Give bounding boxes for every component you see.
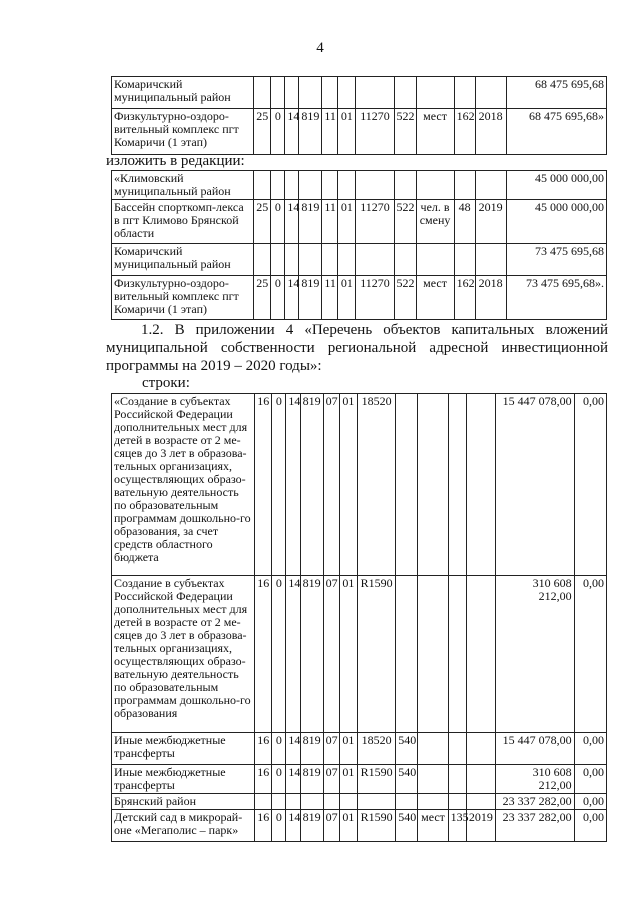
code-cell: 16 (255, 765, 272, 794)
code-cell (323, 794, 339, 810)
amount-cell-2: 0,00 (574, 794, 606, 810)
code-cell: 522 (394, 200, 416, 244)
code-cell: 819 (299, 276, 322, 320)
code-cell (356, 77, 394, 109)
code-cell: 14 (286, 765, 300, 794)
code-cell: 07 (323, 394, 339, 576)
object-name: Создание в субъектах Российской Федерации дополнительных мест для детей в возрасте от 2 ме-сяцев до 3 лет в образова-тельных организациях, осуществляющих образо-вательную деятельность по образовательным программам дошкольно-го образования (112, 576, 255, 733)
code-cell: 25 (254, 109, 271, 155)
code-cell: 522 (394, 109, 416, 155)
object-name: Иные межбюджетные трансферты (112, 733, 255, 765)
code-cell: 14 (285, 109, 299, 155)
code-cell (322, 77, 338, 109)
code-cell: 11 (322, 200, 338, 244)
code-cell (396, 794, 418, 810)
object-name: Иные межбюджетные трансферты (112, 765, 255, 794)
code-cell (394, 244, 416, 276)
code-cell (338, 244, 356, 276)
year-cell (466, 394, 495, 576)
unit-cell (418, 765, 448, 794)
amount-cell: 15 447 078,00 (496, 733, 575, 765)
amount-cell: 68 475 695,68» (506, 109, 606, 155)
amount-cell: 23 337 282,00 (496, 794, 575, 810)
capacity-cell: 162 (454, 276, 475, 320)
code-cell: 16 (255, 733, 272, 765)
table-investment-program (111, 393, 607, 842)
object-name: «Климовский муниципальный район (112, 171, 254, 200)
code-cell: 01 (338, 200, 356, 244)
code-cell (299, 171, 322, 200)
code-cell (255, 794, 272, 810)
code-cell: 14 (285, 200, 299, 244)
code-cell (338, 171, 356, 200)
capacity-cell: 162 (454, 109, 475, 155)
capacity-cell (454, 171, 475, 200)
page-number: 4 (316, 40, 324, 56)
code-cell: 0 (272, 810, 286, 842)
code-cell: 18520 (357, 733, 395, 765)
code-cell: 16 (255, 810, 272, 842)
unit-cell (416, 77, 454, 109)
table-row (112, 394, 607, 576)
amount-cell-2: 0,00 (574, 810, 606, 842)
code-cell: 11270 (356, 109, 394, 155)
unit-cell: мест (416, 276, 454, 320)
table-row (112, 77, 607, 109)
object-name: Детский сад в микрорай-оне «Мегаполис – парк» (112, 810, 255, 842)
unit-cell (418, 794, 448, 810)
code-cell: 14 (286, 733, 300, 765)
code-cell: R1590 (357, 765, 395, 794)
object-name: Бассейн спорткомп-лекса в пгт Климово Брянской области (112, 200, 254, 244)
code-cell (394, 77, 416, 109)
amount-cell: 73 475 695,68 (506, 244, 606, 276)
code-cell (254, 171, 271, 200)
code-cell: 819 (300, 765, 323, 794)
capacity-cell: 48 (454, 200, 475, 244)
code-cell: 540 (396, 765, 418, 794)
capacity-cell: 135 (448, 810, 466, 842)
table-row (112, 200, 607, 244)
amount-cell: 68 475 695,68 (506, 77, 606, 109)
code-cell (272, 794, 286, 810)
year-cell: 2019 (475, 200, 506, 244)
year-cell (466, 576, 495, 733)
code-cell: 819 (300, 576, 323, 733)
capacity-cell (448, 394, 466, 576)
code-cell: 11270 (356, 276, 394, 320)
code-cell: 25 (254, 200, 271, 244)
code-cell: 819 (299, 109, 322, 155)
amount-cell: 23 337 282,00 (496, 810, 575, 842)
code-cell: 0 (271, 200, 285, 244)
amount-cell-2: 0,00 (574, 394, 606, 576)
code-cell: 01 (339, 765, 357, 794)
rows-label: строки: (142, 375, 190, 391)
code-cell: 01 (339, 810, 357, 842)
code-cell: 25 (254, 276, 271, 320)
code-cell (357, 794, 395, 810)
year-cell (475, 171, 506, 200)
code-cell (356, 171, 394, 200)
code-cell: 07 (323, 765, 339, 794)
code-cell (285, 77, 299, 109)
amount-cell: 73 475 695,68». (506, 276, 606, 320)
table-row (112, 109, 607, 155)
unit-cell (418, 394, 448, 576)
code-cell (300, 794, 323, 810)
table-row (112, 810, 607, 842)
table-row (112, 276, 607, 320)
code-cell: 14 (286, 810, 300, 842)
code-cell: 819 (300, 810, 323, 842)
table-row (112, 244, 607, 276)
capacity-cell (448, 733, 466, 765)
table-row (112, 794, 607, 810)
code-cell: 0 (272, 765, 286, 794)
code-cell (338, 77, 356, 109)
capacity-cell (448, 794, 466, 810)
amount-cell-2: 0,00 (574, 765, 606, 794)
code-cell: 18520 (357, 394, 395, 576)
capacity-cell (454, 77, 475, 109)
code-cell: 11270 (356, 200, 394, 244)
code-cell: 01 (339, 394, 357, 576)
code-cell (396, 576, 418, 733)
capacity-cell (448, 765, 466, 794)
code-cell (286, 794, 300, 810)
code-cell: 0 (271, 109, 285, 155)
amount-cell-2: 0,00 (574, 733, 606, 765)
code-cell: 07 (323, 576, 339, 733)
table-row (112, 765, 607, 794)
table-row (112, 171, 607, 200)
year-cell (466, 794, 495, 810)
code-cell: 819 (300, 733, 323, 765)
unit-cell (416, 244, 454, 276)
code-cell (299, 244, 322, 276)
code-cell: 14 (286, 394, 300, 576)
code-cell (254, 77, 271, 109)
code-cell: R1590 (357, 810, 395, 842)
code-cell: 540 (396, 733, 418, 765)
edit-instruction: изложить в редакции: (106, 153, 245, 169)
code-cell (339, 794, 357, 810)
unit-cell: мест (418, 810, 448, 842)
code-cell (322, 244, 338, 276)
code-cell: 16 (255, 394, 272, 576)
table-row (112, 576, 607, 733)
code-cell: 01 (338, 109, 356, 155)
code-cell: 14 (286, 576, 300, 733)
capacity-cell (454, 244, 475, 276)
object-name: Физкультурно-оздоро-вительный комплекс пгт Комаричи (1 этап) (112, 276, 254, 320)
code-cell: 0 (271, 276, 285, 320)
year-cell (475, 77, 506, 109)
code-cell (254, 244, 271, 276)
amount-cell: 15 447 078,00 (496, 394, 575, 576)
amount-cell: 45 000 000,00 (506, 200, 606, 244)
code-cell (394, 171, 416, 200)
unit-cell: мест (416, 109, 454, 155)
code-cell: 540 (396, 810, 418, 842)
unit-cell (418, 576, 448, 733)
code-cell: 07 (323, 733, 339, 765)
code-cell: 0 (272, 394, 286, 576)
code-cell: 0 (272, 733, 286, 765)
unit-cell: чел. в смену (416, 200, 454, 244)
table-previous-objects (111, 76, 607, 155)
code-cell: 11 (322, 109, 338, 155)
amount-cell: 45 000 000,00 (506, 171, 606, 200)
code-cell (271, 77, 285, 109)
code-cell (299, 77, 322, 109)
code-cell (322, 171, 338, 200)
code-cell: 16 (255, 576, 272, 733)
amount-cell-2: 0,00 (574, 576, 606, 733)
year-cell: 2018 (475, 109, 506, 155)
code-cell (271, 244, 285, 276)
code-cell: 819 (299, 200, 322, 244)
code-cell (271, 171, 285, 200)
code-cell: 01 (339, 576, 357, 733)
code-cell: 0 (272, 576, 286, 733)
amount-cell: 310 608 212,00 (496, 576, 575, 733)
code-cell: 11 (322, 276, 338, 320)
year-cell (475, 244, 506, 276)
object-name: «Создание в субъектах Российской Федерации дополнительных мест для детей в возрасте от 2 ме-сяцев до 3 лет в образова-тельных организациях, осуществляющих образо-вательную деятельность по образовательным программам дошкольно-го образования, за счет средств областного бюджета (112, 394, 255, 576)
object-name: Комаричский муниципальный район (112, 244, 254, 276)
code-cell: R1590 (357, 576, 395, 733)
code-cell: 819 (300, 394, 323, 576)
unit-cell (416, 171, 454, 200)
object-name: Брянский район (112, 794, 255, 810)
code-cell (356, 244, 394, 276)
object-name: Физкультурно-оздоро-вительный комплекс пгт Комаричи (1 этап) (112, 109, 254, 155)
amount-cell: 310 608 212,00 (496, 765, 575, 794)
object-name: Комаричский муниципальный район (112, 77, 254, 109)
code-cell (285, 244, 299, 276)
code-cell: 07 (323, 810, 339, 842)
paragraph-1-2: 1.2. В приложении 4 «Перечень объектов капитальных вложений муниципальной собственности региональной адресной инвестиционной программы на 2019 – 2020 годы»: (106, 322, 608, 374)
code-cell (285, 171, 299, 200)
year-cell: 2019 (466, 810, 495, 842)
code-cell: 01 (338, 276, 356, 320)
code-cell: 14 (285, 276, 299, 320)
capacity-cell (448, 576, 466, 733)
unit-cell (418, 733, 448, 765)
code-cell (396, 394, 418, 576)
code-cell: 01 (339, 733, 357, 765)
year-cell: 2018 (475, 276, 506, 320)
year-cell (466, 765, 495, 794)
year-cell (466, 733, 495, 765)
code-cell: 522 (394, 276, 416, 320)
table-new-objects (111, 170, 607, 320)
table-row (112, 733, 607, 765)
